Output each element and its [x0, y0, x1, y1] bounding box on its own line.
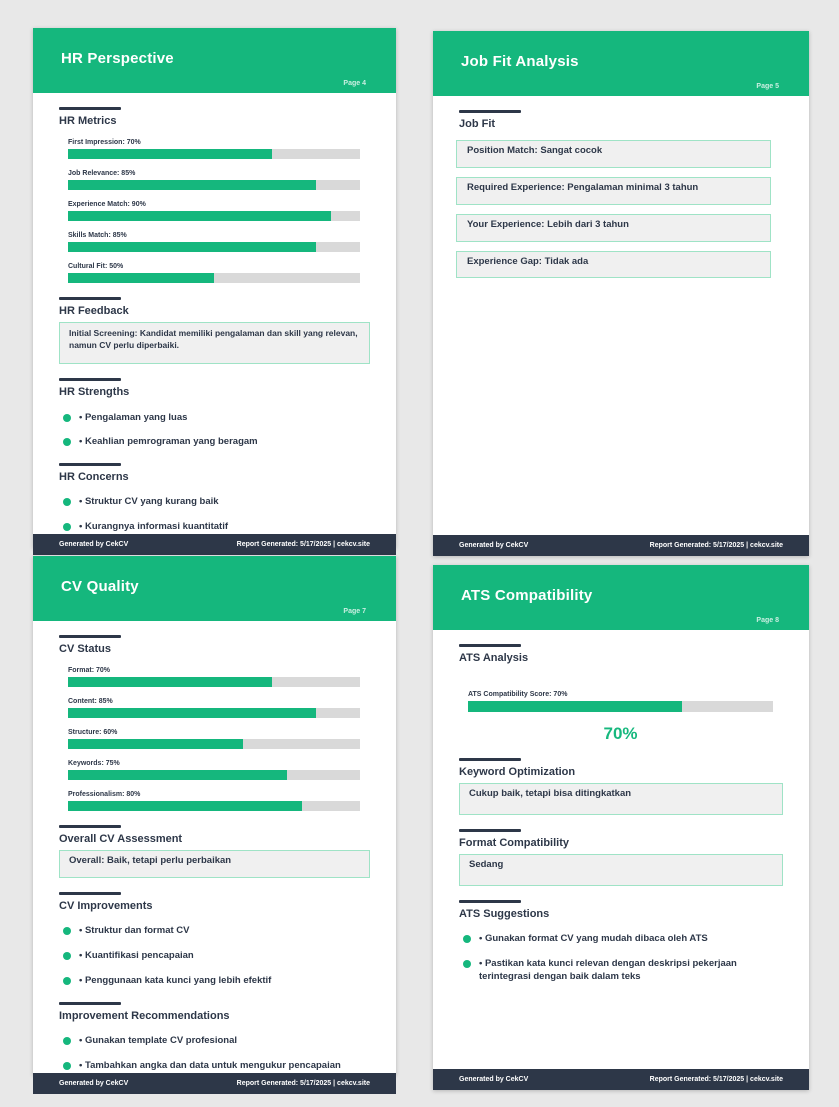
- page-header: [33, 556, 396, 621]
- page-title: CV Quality: [61, 578, 139, 595]
- page-number: Page 5: [756, 83, 779, 90]
- list-item: [59, 975, 370, 988]
- list-item-text: • Kurangnya informasi kuantitatif: [79, 521, 229, 533]
- section-divider: [459, 900, 521, 903]
- progress-track: [468, 701, 773, 712]
- list-item: [59, 436, 370, 449]
- job-fit-section-title: Job Fit: [459, 118, 496, 130]
- list-item-text: • Gunakan template CV profesional: [79, 1035, 237, 1046]
- page-body: [433, 630, 809, 1069]
- report-page-hr-perspective: [33, 28, 396, 548]
- list-item: [59, 1035, 370, 1048]
- bullet-dot-icon: [63, 952, 71, 960]
- progress-track: [68, 149, 360, 159]
- page-body: [33, 621, 396, 1073]
- job-fit-box-required-experience: Required Experience: Pengalaman minimal 3 tahun: [456, 177, 771, 205]
- overall-assessment-box: Overall: Baik, tetapi perlu perbaikan: [59, 850, 370, 878]
- list-item: [59, 950, 370, 963]
- footer-generated-by: Generated by CekCV: [459, 1076, 529, 1083]
- footer-generated-by: Generated by CekCV: [59, 541, 129, 548]
- metric-row-format: [68, 667, 360, 687]
- format-compatibility-section-title: Format Compatibility: [459, 837, 570, 850]
- progress-fill: [68, 801, 302, 811]
- bullet-dot-icon: [63, 1037, 71, 1045]
- page-header: [33, 28, 396, 93]
- metric-row-experience-match: [68, 201, 360, 221]
- bullet-dot-icon: [463, 960, 471, 968]
- bullet-dot-icon: [63, 1062, 71, 1070]
- metric-row-content: [68, 698, 360, 718]
- cv-improvements-section-title: CV Improvements: [59, 900, 153, 913]
- ats-suggestions-section-title: ATS Suggestions: [459, 908, 550, 921]
- section-divider: [459, 110, 521, 113]
- section-divider: [59, 825, 121, 828]
- metric-row-skills-match: [68, 232, 360, 252]
- metric-row-job-relevance: [68, 170, 360, 190]
- list-item-text: • Struktur CV yang kurang baik: [79, 496, 219, 508]
- page-title: ATS Compatibility: [461, 587, 593, 604]
- progress-fill: [468, 701, 682, 712]
- hr-metrics-section-title: HR Metrics: [59, 115, 117, 127]
- metric-row-keywords: [68, 760, 360, 780]
- page-number: Page 8: [756, 617, 779, 624]
- section-divider: [59, 297, 121, 300]
- keyword-optimization-section-title: Keyword Optimization: [459, 766, 576, 779]
- metric-row-professionalism: [68, 791, 360, 811]
- section-divider: [59, 378, 121, 381]
- footer-generated-by: Generated by CekCV: [59, 1079, 129, 1087]
- list-item: [459, 958, 783, 984]
- hr-concerns-section-title: HR Concerns: [59, 471, 129, 484]
- page-footer: [433, 1069, 809, 1090]
- metric-row-cultural-fit: [68, 263, 360, 283]
- section-divider: [59, 1002, 121, 1005]
- list-item-text: • Struktur dan format CV: [79, 925, 190, 937]
- list-item: [59, 925, 370, 938]
- ats-score-label: ATS Compatibility Score: 70%: [468, 691, 568, 699]
- metric-label: Skills Match: 85%: [68, 232, 127, 240]
- section-divider: [59, 892, 121, 895]
- cv-status-section-title: CV Status: [59, 643, 111, 655]
- progress-fill: [68, 739, 243, 749]
- section-divider: [459, 644, 521, 647]
- section-divider: [459, 829, 521, 832]
- progress-fill: [68, 211, 331, 221]
- overall-assessment-section-title: Overall CV Assessment: [59, 833, 183, 846]
- list-item-text: • Penggunaan kata kunci yang lebih efektif: [79, 975, 272, 986]
- progress-fill: [68, 708, 316, 718]
- progress-fill: [68, 677, 272, 687]
- hr-feedback-box: Initial Screening: Kandidat memiliki pengalaman dan skill yang relevan, namun CV perlu diperbaiki.: [59, 322, 370, 364]
- progress-track: [68, 739, 360, 749]
- metric-row-structure: [68, 729, 360, 749]
- progress-fill: [68, 770, 287, 780]
- list-item-text: • Tambahkan angka dan data untuk mengukur pencapaian: [79, 1059, 341, 1071]
- job-fit-box-your-experience: Your Experience: Lebih dari 3 tahun: [456, 214, 771, 242]
- bullet-dot-icon: [63, 523, 71, 531]
- progress-track: [68, 677, 360, 687]
- page-header: [433, 31, 809, 96]
- list-item: [59, 1060, 370, 1073]
- footer-report-date: Report Generated: 5/17/2025 | cekcv.site: [236, 541, 370, 548]
- metric-label: Structure: 60%: [68, 729, 118, 737]
- page-title: Job Fit Analysis: [461, 53, 579, 70]
- report-page-ats-compatibility: [433, 565, 809, 1090]
- section-divider: [59, 463, 121, 466]
- page-number: Page 7: [343, 608, 366, 615]
- progress-track: [68, 211, 360, 221]
- ats-score-percentage: 70%: [603, 724, 638, 744]
- progress-track: [68, 708, 360, 718]
- job-fit-box-experience-gap: Experience Gap: Tidak ada: [456, 251, 771, 279]
- progress-fill: [68, 149, 272, 159]
- improvement-recommendations-section-title: Improvement Recommendations: [59, 1009, 230, 1022]
- page-number: Page 4: [343, 80, 366, 87]
- metric-row-first-impression: [68, 139, 360, 159]
- metric-label: Job Relevance: 85%: [68, 170, 136, 178]
- page-footer: [33, 1073, 396, 1094]
- progress-track: [68, 801, 360, 811]
- metric-label: Keywords: 75%: [68, 760, 120, 768]
- footer-generated-by: Generated by CekCV: [459, 542, 529, 549]
- bullet-dot-icon: [63, 977, 71, 985]
- page-header: [433, 565, 809, 630]
- footer-report-date: Report Generated: 5/17/2025 | cekcv.site: [649, 1076, 783, 1083]
- progress-track: [68, 180, 360, 190]
- keyword-optimization-box: Cukup baik, tetapi bisa ditingkatkan: [459, 783, 783, 815]
- ats-analysis-section-title: ATS Analysis: [459, 652, 529, 664]
- list-item: [59, 412, 370, 425]
- footer-report-date: Report Generated: 5/17/2025 | cekcv.site: [649, 542, 783, 549]
- progress-track: [68, 770, 360, 780]
- list-item-text: • Pastikan kata kunci relevan dengan deskripsi pekerjaan terintegrasi dengan baik dalam teks: [479, 958, 737, 982]
- hr-feedback-section-title: HR Feedback: [59, 305, 129, 318]
- bullet-dot-icon: [63, 414, 71, 422]
- list-item-text: • Keahlian pemrograman yang beragam: [79, 436, 258, 448]
- report-page-cv-quality: [33, 556, 396, 1087]
- metric-label: Professionalism: 80%: [68, 791, 141, 799]
- page-footer: [33, 534, 396, 555]
- metric-label: First Impression: 70%: [68, 139, 141, 147]
- progress-track: [68, 273, 360, 283]
- report-page-job-fit-analysis: [433, 31, 809, 556]
- page-body: [433, 96, 809, 535]
- hr-strengths-section-title: HR Strengths: [59, 386, 130, 399]
- page-body: [33, 93, 396, 534]
- page-footer: [433, 535, 809, 556]
- progress-track: [68, 242, 360, 252]
- bullet-dot-icon: [63, 498, 71, 506]
- job-fit-box-position-match: Position Match: Sangat cocok: [456, 140, 771, 168]
- bullet-dot-icon: [63, 927, 71, 935]
- bullet-dot-icon: [63, 438, 71, 446]
- progress-fill: [68, 180, 316, 190]
- page-title: HR Perspective: [61, 50, 174, 67]
- metric-label: Cultural Fit: 50%: [68, 263, 124, 271]
- footer-report-date: Report Generated: 5/17/2025 | cekcv.site: [236, 1079, 370, 1087]
- list-item-text: • Kuantifikasi pencapaian: [79, 950, 194, 962]
- list-item-text: • Pengalaman yang luas: [79, 411, 188, 423]
- metric-label: Experience Match: 90%: [68, 201, 146, 209]
- progress-fill: [68, 242, 316, 252]
- section-divider: [459, 758, 521, 761]
- bullet-dot-icon: [463, 935, 471, 943]
- section-divider: [59, 635, 121, 638]
- list-item-text: • Gunakan format CV yang mudah dibaca oleh ATS: [479, 933, 708, 945]
- format-compatibility-box: Sedang: [459, 854, 783, 886]
- metric-label: Format: 70%: [68, 667, 111, 675]
- progress-fill: [68, 273, 214, 283]
- metric-label: Content: 85%: [68, 698, 113, 706]
- list-item: [459, 933, 783, 946]
- list-item: [59, 496, 370, 509]
- list-item: [59, 521, 370, 534]
- section-divider: [59, 107, 121, 110]
